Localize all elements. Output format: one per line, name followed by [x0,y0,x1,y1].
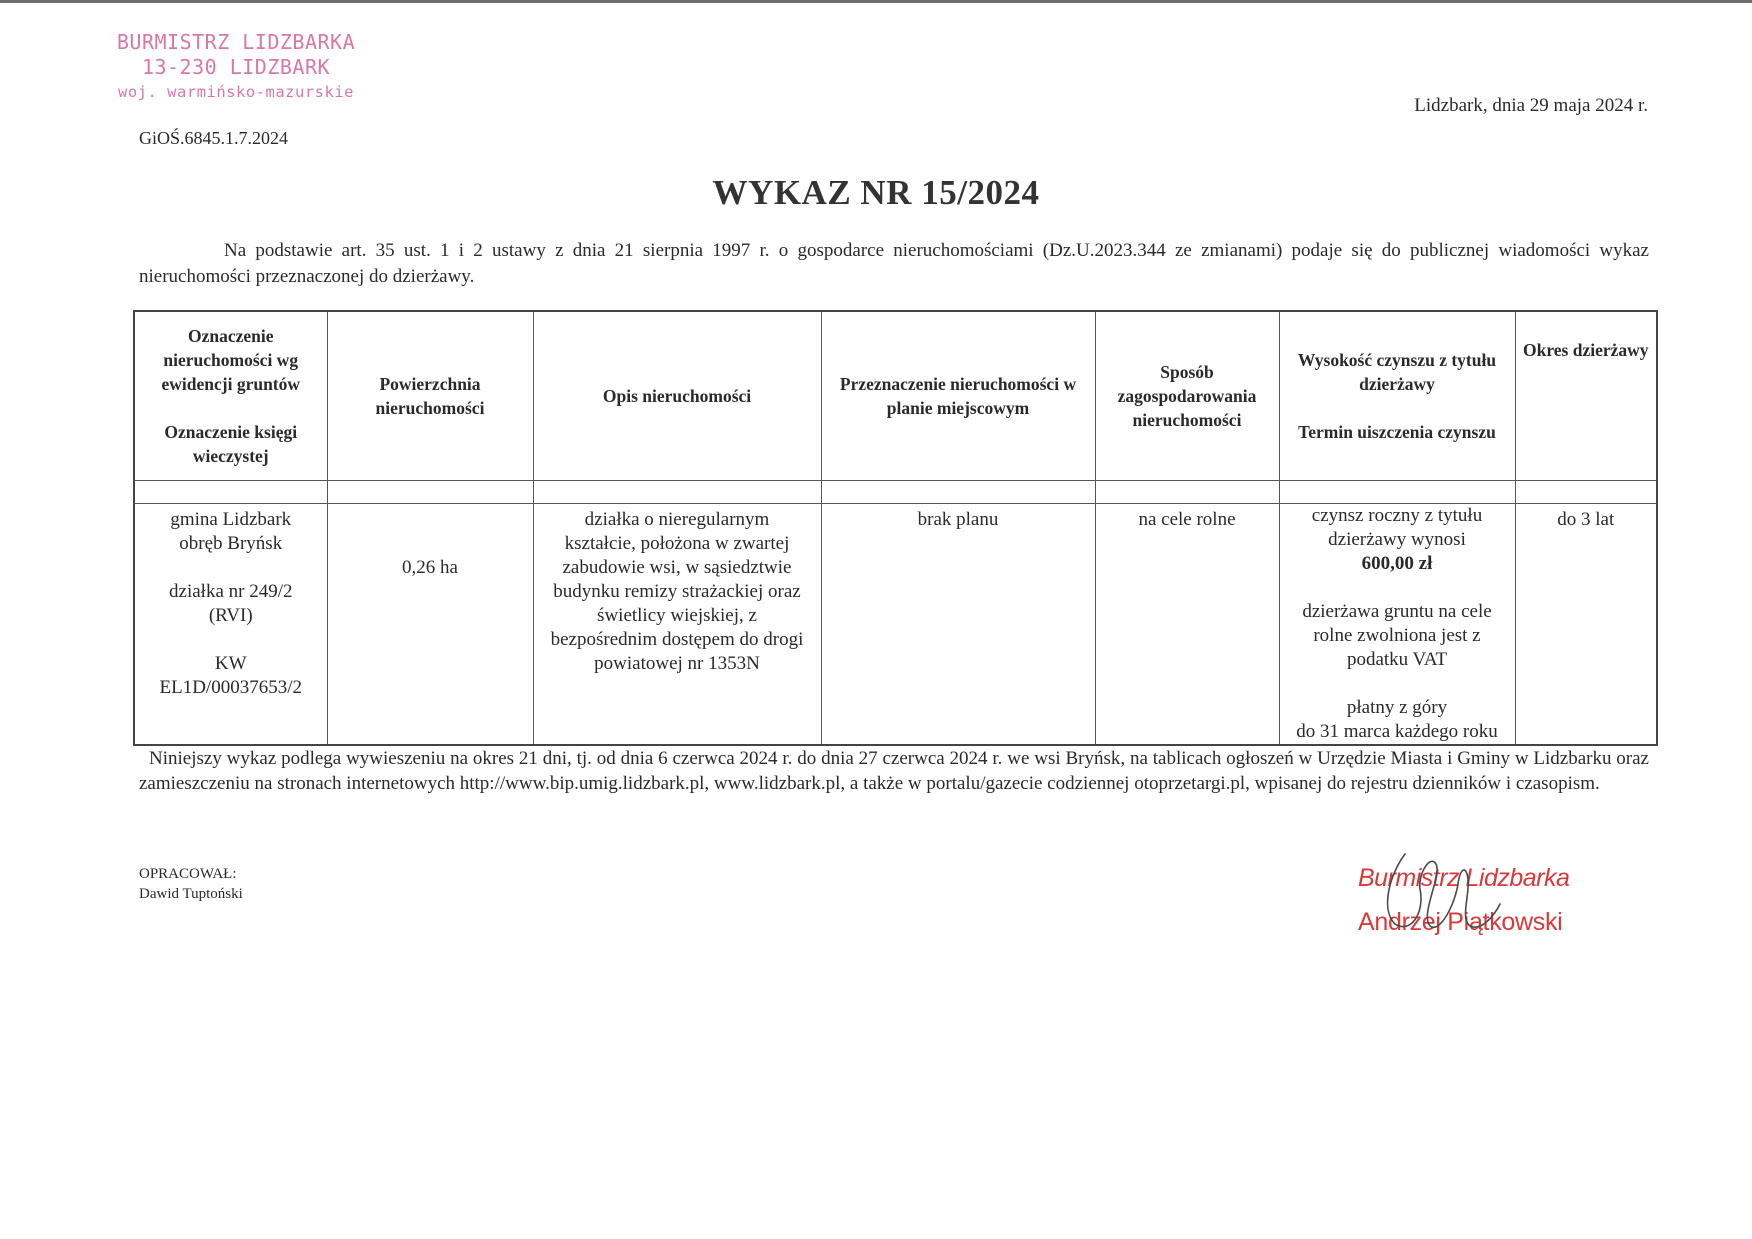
signature-name: Andrzej Piątkowski [1358,908,1563,936]
document-date: Lidzbark, dnia 29 maja 2024 r. [1414,95,1648,116]
location-line-1: gmina Lidzbark [170,509,292,530]
intro-paragraph: Na podstawie art. 35 ust. 1 i 2 ustawy z dnia 21 sierpnia 1997 r. o gospodarce nieruchomościami (Dz.U.2023.344 ze zmianami) podaje się do publicznej wiadomości wykaz nieruchomości przeznaczonej do dzierżawy. [139,240,1649,287]
description-text: działka o nieregularnym kształcie, położona w zwartej zabudowie wsi, w sąsiedztwie budynku remizy strażackiej oraz świetlicy wiejskiej, z bezpośrednim dostępem do drogi powiatowej nr 1353N [550,509,804,674]
header-parcel-registry: Oznaczenie nieruchomości wg ewidencji gruntów [161,326,301,394]
header-rent [1279,311,1515,481]
table-row [134,504,1657,746]
cell-description [533,504,821,746]
rent-amount: 600,00 zł [1361,553,1433,574]
stamp-line-3: woj. warmińsko-mazurskie [118,83,354,101]
case-number: GiOŚ.6845.1.7.2024 [139,128,289,148]
table-spacer-row [134,481,1657,504]
header-land-register: Oznaczenie księgi wieczystej [164,422,298,466]
land-use-value: na cele rolne [1138,509,1236,530]
location-line-2: obręb Bryńsk [179,533,283,554]
prepared-by [139,864,243,904]
page-title: WYKAZ NR 15/2024 [712,173,1040,212]
area-value: 0,26 ha [402,557,458,578]
header-area: Powierzchnia nieruchomości [327,311,533,481]
handwritten-signature-icon [1370,834,1520,944]
signature-title: Burmistrz Lidzbarka [1358,864,1570,892]
lease-period-value: do 3 lat [1557,509,1615,530]
cell-rent [1279,504,1515,746]
header-rent-amount: Wysokość czynszu z tytułu dzierżawy [1297,350,1497,394]
scan-top-edge [0,0,1752,3]
cell-land-use [1095,504,1279,746]
cell-local-plan [821,504,1095,746]
cell-lease-period [1515,504,1657,746]
cell-area [327,504,533,746]
land-register-line-1: KW [214,653,247,674]
land-register-line-2: EL1D/00037653/2 [159,677,302,698]
plan-value: brak planu [917,509,999,530]
prepared-by-label: OPRACOWAŁ: [139,866,237,882]
stamp-line-2: 13-230 LIDZBARK [141,55,331,79]
stamp-line-1: BURMISTRZ LIDZBARKA [116,30,356,54]
header-description: Opis nieruchomości [533,311,821,481]
payment-line-2: do 31 marca każdego roku [1296,721,1498,742]
posting-notice: Niniejszy wykaz podlega wywieszeniu na okres 21 dni, tj. od dnia 6 czerwca 2024 r. do dnia 27 czerwca 2024 r. we wsi Bryńsk, na tablicach ogłoszeń w Urzędzie Miasta i Gminy w Lidzbarku oraz zamieszczeniu na stronach internetowych http://www.bip.umig.lidzbark.pl, www.lidzbark.pl, a także w portalu/gazecie codziennej otoprzetargi.pl, wpisanej do rejestru dzienników i czasopism. [139,748,1649,794]
payment-line-1: płatny z góry [1346,697,1448,718]
prepared-by-name: Dawid Tuptoński [139,886,243,902]
cell-parcel-designation [134,504,327,746]
parcel-line-1: działka nr 249/2 [169,581,293,602]
header-lease-period: Okres dzierżawy [1515,311,1657,481]
header-parcel-designation [134,311,327,481]
vat-note: dzierżawa gruntu na cele rolne zwolniona jest z podatku VAT [1302,601,1492,670]
header-rent-deadline: Termin uiszczenia czynszu [1298,422,1496,442]
table-header-row [134,311,1657,481]
header-local-plan: Przeznaczenie nieruchomości w planie miejscowym [821,311,1095,481]
header-land-use: Sposób zagospodarowania nieruchomości [1095,311,1279,481]
parcel-line-2: (RVI) [208,605,253,626]
property-table [133,310,1658,746]
office-stamp [96,30,376,105]
rent-text: czynsz roczny z tytułu dzierżawy wynosi [1311,505,1483,550]
